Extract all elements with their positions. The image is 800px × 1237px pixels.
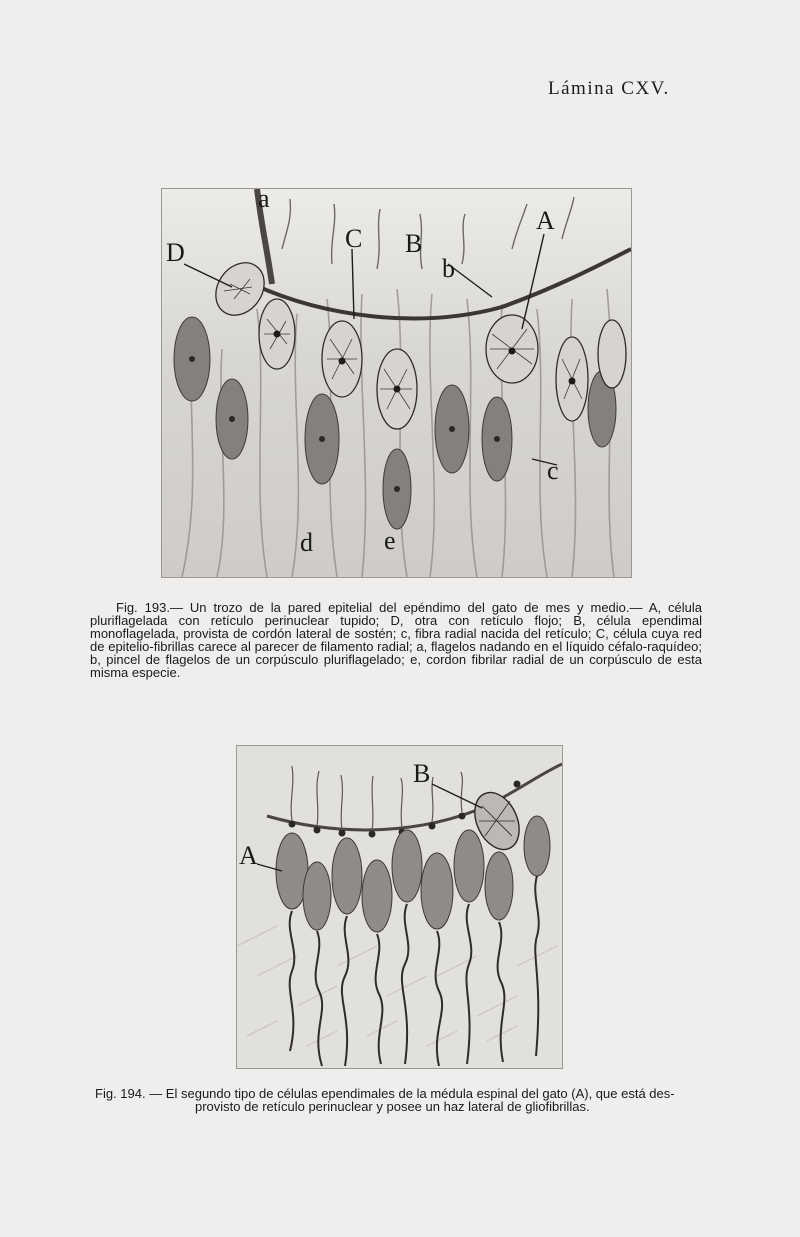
fig193-label-A: A — [536, 206, 555, 235]
figure-193-illustration — [161, 188, 632, 578]
fig194-label-A: A — [239, 841, 258, 870]
fig193-label-e: e — [384, 526, 396, 555]
plate-title: Lámina CXV. — [548, 78, 670, 99]
fig194-label-B: B — [413, 759, 431, 788]
fig193-label-c: c — [547, 456, 559, 485]
fig193-label-D: D — [166, 238, 185, 267]
figure-193-caption: Fig. 193.— Un trozo de la pared epitelial del epéndimo del gato de mes y medio.— A, célula pluriflagelada con retículo perinuclear tupido; D, otra con retículo flojo; B, célula ependimal monoflagelada, provista de cordón lateral de sostén; c, fibra radial nacida del retículo; C, célula cuya red de epitelio-fibrillas carece al parecer de filamento radial; a, flagelos nadando en el líquido céfalo-raquídeo; b, pincel de flagelos de un corpúsculo pluriflagelado; e, cordon fibrilar radial de un corpúsculo de esta misma especie. — [90, 600, 702, 680]
figure-194-illustration — [236, 745, 563, 1069]
fig193-label-a: a — [258, 189, 270, 213]
figure-194-caption-line1: Fig. 194. — El segundo tipo de células ependimales de la médula espinal del gato (A), que está des- — [95, 1086, 675, 1101]
figure-194-drawing — [237, 746, 562, 1068]
figure-194-caption-line2: provisto de retículo perinuclear y posee un haz lateral de gliofibrillas. — [195, 1099, 590, 1114]
fig193-label-B: B — [405, 229, 423, 258]
fig193-label-b: b — [442, 254, 455, 283]
figure-194-caption — [95, 1087, 715, 1113]
figure-193-drawing — [162, 189, 631, 577]
fig193-label-C: C — [345, 224, 363, 253]
fig193-label-d: d — [300, 528, 313, 557]
